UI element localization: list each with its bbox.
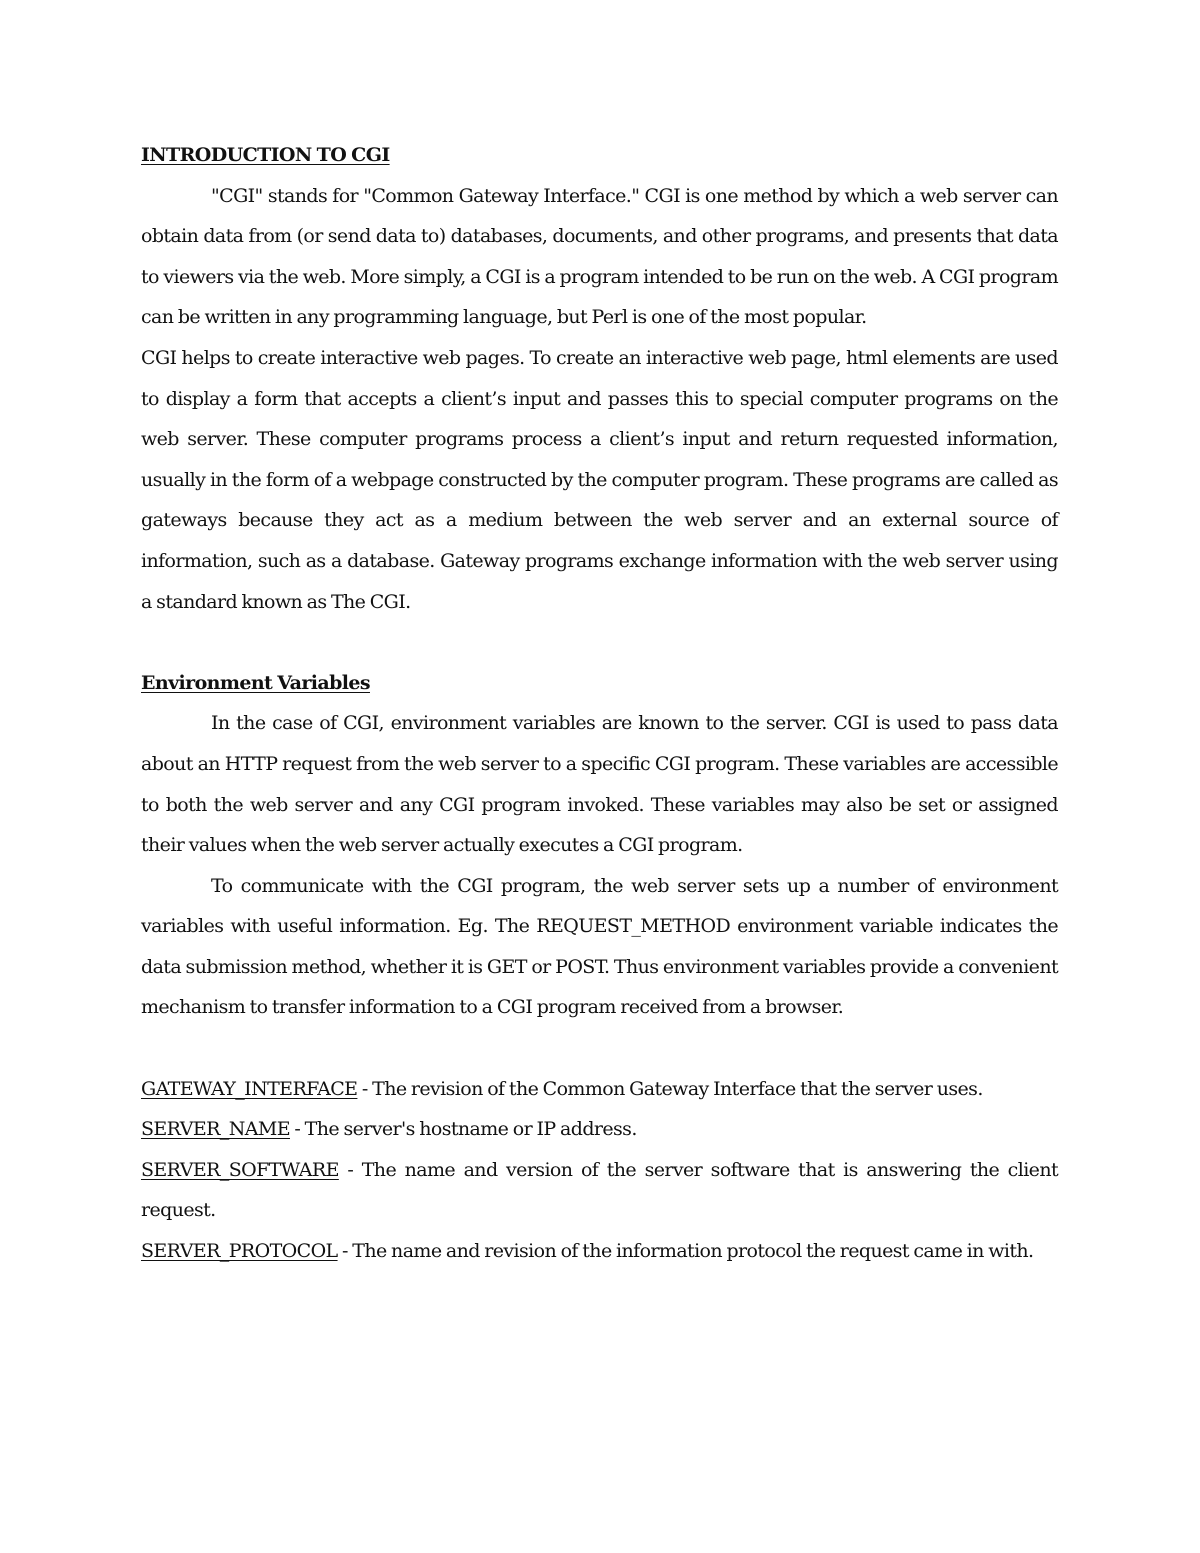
- variable-description: - The name and version of the server software that is answering the client request.: [141, 1158, 1058, 1222]
- variable-description: - The name and revision of the information protocol the request came in with.: [337, 1240, 1034, 1263]
- env-paragraph-2: To communicate with the CGI program, the web server sets up a number of environment variables with useful information. Eg. The REQUEST_METHOD environment variable indicates the data submission method, whether it is GET or POST. Thus environment variables provide a convenient mechanism to transfer information to a CGI program received from a browser.: [141, 874, 1058, 1019]
- spacer: [141, 622, 1058, 663]
- variable-description: - The revision of the Common Gateway Interface that the server uses.: [357, 1077, 983, 1100]
- variable-name: SERVER_NAME: [141, 1118, 290, 1141]
- variable-entry: [141, 1150, 1058, 1231]
- variable-entry: [141, 1231, 1058, 1272]
- document-body: [141, 135, 1058, 1272]
- variable-name: GATEWAY_INTERFACE: [141, 1077, 358, 1100]
- intro-paragraph-2: CGI helps to create interactive web pages. To create an interactive web page, html elements are used to display a form that accepts a client’s input and passes this to special computer programs on the web server. These computer programs process a client’s input and return requested information, usually in the form of a webpage constructed by the computer program. These programs are called as gateways because they act as a medium between the web server and an external source of information, such as a database. Gateway programs exchange information with the web server using a standard known as The CGI.: [141, 346, 1058, 613]
- variable-name: SERVER_SOFTWARE: [141, 1158, 339, 1181]
- variable-entry: [141, 1069, 1058, 1110]
- section-heading-environment-variables: Environment Variables: [141, 671, 370, 694]
- env-paragraph-1: In the case of CGI, environment variables are known to the server. CGI is used to pass data about an HTTP request from the web server to a specific CGI program. These variables are accessible to both the web server and any CGI program invoked. These variables may also be set or assigned their values when the web server actually executes a CGI program.: [141, 712, 1058, 857]
- variable-entry: [141, 1109, 1058, 1150]
- spacer: [141, 1028, 1058, 1069]
- section-heading-introduction: INTRODUCTION TO CGI: [141, 144, 390, 166]
- variable-description: - The server's hostname or IP address.: [289, 1118, 637, 1141]
- intro-paragraph-1: "CGI" stands for "Common Gateway Interface." CGI is one method by which a web server can obtain data from (or send data to) databases, documents, and other programs, and presents that data to viewers via the web. More simply, a CGI is a program intended to be run on the web. A CGI program can be written in any programming language, but Perl is one of the most popular.: [141, 184, 1058, 329]
- variable-name: SERVER_PROTOCOL: [141, 1240, 338, 1263]
